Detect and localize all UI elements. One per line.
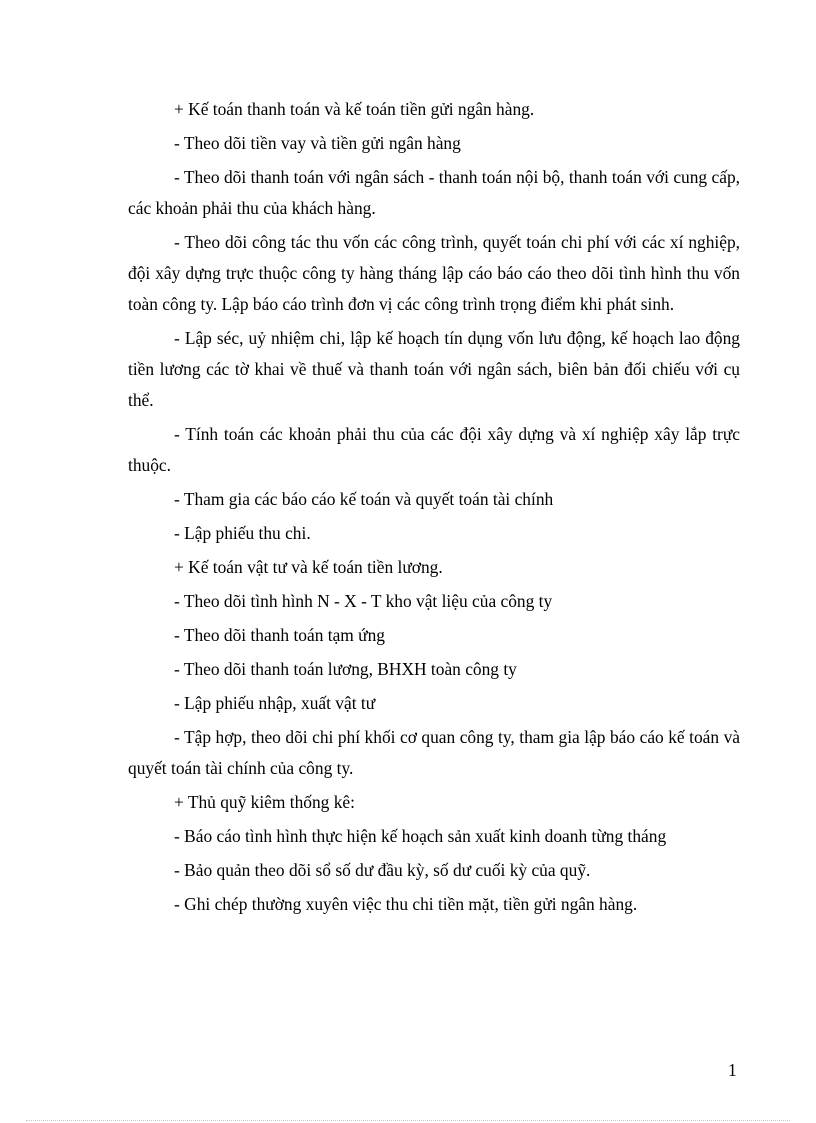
paragraph-receipt-vouchers: - Lập phiếu thu chi. bbox=[174, 523, 311, 543]
paragraph-production-report: - Báo cáo tình hình thực hiện kế hoạch sản xuất kinh doanh từng tháng bbox=[174, 826, 667, 846]
paragraph-salary-insurance: - Theo dõi thanh toán lương, BHXH toàn công ty bbox=[174, 659, 517, 679]
paragraph-capital-collection: - Theo dõi công tác thu vốn các công trình, quyết toán chi phí với các xí nghiệp, đội xây dựng trực thuộc công ty hàng tháng lập cáo báo cáo theo dõi tình hình thu vốn toàn công ty. Lập báo cáo trình đơn vị các công trình trọng điểm khi phát sinh. bbox=[128, 232, 740, 314]
paragraph-financial-reports: - Tham gia các báo cáo kế toán và quyết toán tài chính bbox=[174, 489, 554, 509]
paragraph-office-expenses: - Tập hợp, theo dõi chi phí khối cơ quan công ty, tham gia lập báo cáo kế toán và quyết toán tài chính của công ty. bbox=[128, 727, 740, 778]
paragraph-payment-accounting-heading: + Kế toán thanh toán và kế toán tiền gửi ngân hàng. bbox=[174, 99, 535, 119]
paragraph-cheques-credit-plan: - Lập séc, uỷ nhiệm chi, lập kế hoạch tín dụng vốn lưu động, kế hoạch lao động tiền lương các tờ khai về thuế và thanh toán với ngân sách, biên bản đối chiếu với cụ thể. bbox=[128, 328, 740, 410]
paragraph-fund-balance: - Bảo quản theo dõi sổ số dư đầu kỳ, số dư cuối kỳ của quỹ. bbox=[174, 860, 591, 880]
paragraph-loans-deposits: - Theo dõi tiền vay và tiền gửi ngân hàng bbox=[174, 133, 461, 153]
paragraph-advance-payments: - Theo dõi thanh toán tạm ứng bbox=[174, 625, 385, 645]
paragraph-inventory-tracking: - Theo dõi tình hình N - X - T kho vật liệu của công ty bbox=[174, 591, 553, 611]
paragraph-material-vouchers: - Lập phiếu nhập, xuất vật tư bbox=[174, 693, 376, 713]
page-number: 1 bbox=[728, 1060, 737, 1080]
document-body bbox=[128, 94, 740, 923]
paragraph-treasurer-heading: + Thủ quỹ kiêm thống kê: bbox=[174, 792, 355, 812]
paragraph-cash-records: - Ghi chép thường xuyên việc thu chi tiền mặt, tiền gửi ngân hàng. bbox=[174, 894, 638, 914]
page-bottom-divider bbox=[26, 1120, 790, 1121]
paragraph-receivables: - Tính toán các khoản phải thu của các đội xây dựng và xí nghiệp xây lắp trực thuộc. bbox=[128, 424, 740, 475]
paragraph-budget-payments: - Theo dõi thanh toán với ngân sách - thanh toán nội bộ, thanh toán với cung cấp, các khoản phải thu của khách hàng. bbox=[128, 167, 740, 218]
paragraph-materials-payroll-heading: + Kế toán vật tư và kế toán tiền lương. bbox=[174, 557, 443, 577]
